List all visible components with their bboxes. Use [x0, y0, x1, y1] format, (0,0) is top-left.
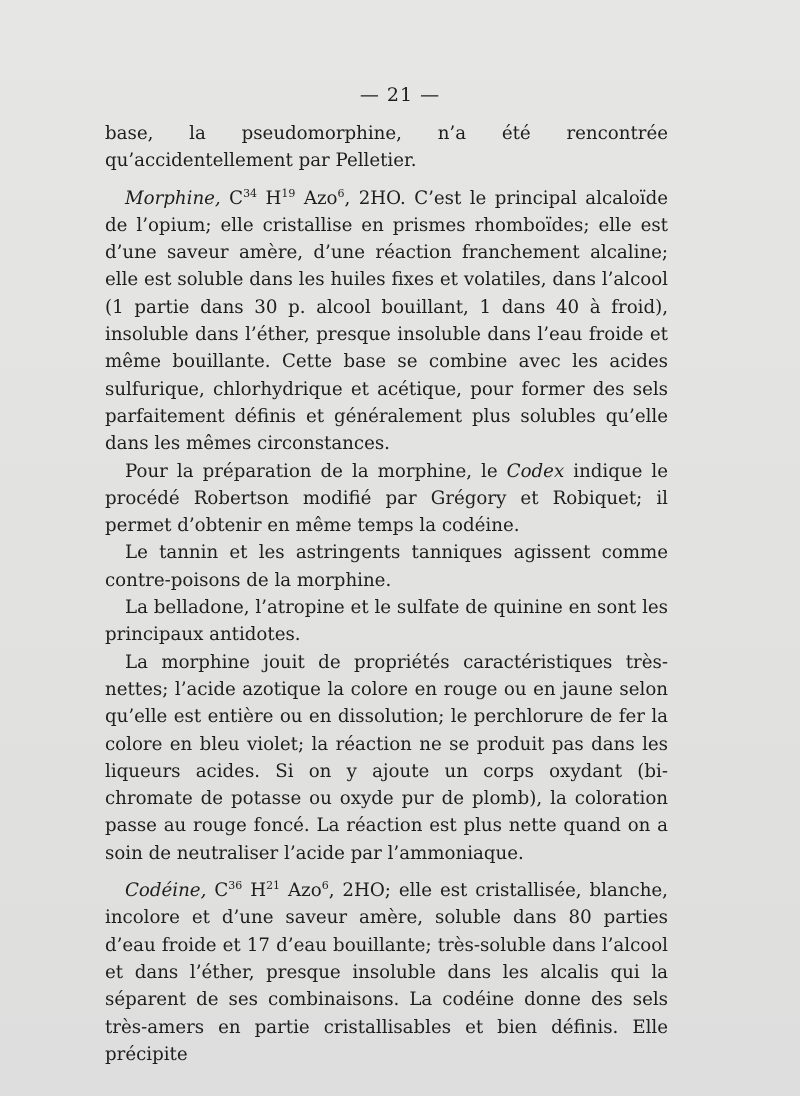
- formula-morphine: $C^{34}$ $H^{19}$ Azo$^6$, 2HO.: [229, 186, 406, 209]
- morphine-description: C’est le principal alcaloïde de l’opium; elle cristallise en prismes rhomboïdes; elle est d’une saveur amère, d’une réaction franchement alcaline; elle est soluble dans les huiles fixes et volatiles, dans l’alcool (1 partie dans 30 p. alcool bouillant, 1 dans 40 à froid), insoluble dans l’éther, presque insoluble dans l’eau froide et même bouillante. Cette base se combine avec les acides sulfurique, chlorhydrique et acétique, pour former des sels parfaitement définis et généralement plus solubles qu’elle dans les mêmes circonstances.: [105, 187, 668, 455]
- paragraph-tannin: Le tannin et les astringents tanniques agissent comme contre-poisons de la morphine.: [105, 542, 668, 591]
- paragraph-codeine: [105, 877, 668, 1068]
- paragraph-reactions: La morphine jouit de propriétés caractéristiques très-nettes; l’acide azotique la colore en rouge ou en jaune selon qu’elle est entière ou en dissolution; le perchlorure de fer la colore en bleu violet; la réaction ne se produit pas dans les liqueurs acides. Si on y ajoute un corps oxydant (bi-chromate de potasse ou oxyde pur de plomb), la coloration passe au rouge foncé. La réaction est plus nette quand on a soin de neutraliser l’acide par l’ammoniaque.: [105, 651, 668, 864]
- paragraph-pseudomorphine: base, la pseudomorphine, n’a été rencontrée qu’accidentellement par Pelletier.: [105, 123, 668, 172]
- codeine-description: elle est cristallisée, blanche, incolore et d’une saveur amère, soluble dans 80 parties d’eau froide et 17 d’eau bouillante; très-soluble dans l’alcool et dans l’éther, presque insoluble dans les alcalis qui la séparent de ses combinaisons. La codéine donne des sels très-amers en partie cristallisables et bien définis. Elle précipite: [105, 880, 668, 1065]
- paragraph-preparation: Pour la préparation de la morphine, le Codex indique le procédé Robertson modifié par Grégory et Robiquet; il permet d’obtenir en même temps la codéine.: [105, 460, 668, 537]
- body-text: [105, 120, 668, 1068]
- term-codeine: Codéine,: [125, 880, 207, 902]
- paragraph-antidotes: La belladone, l’atropine et le sulfate de quinine en sont les principaux antidotes.: [105, 597, 668, 646]
- paragraph-morphine: [105, 185, 668, 458]
- page-number: — 21 —: [359, 84, 441, 106]
- formula-codeine: $C^{36}$ $H^{21}$ Azo$^6$, 2HO;: [214, 879, 391, 902]
- codex-title: Codex: [506, 460, 565, 482]
- term-morphine: Morphine,: [125, 187, 221, 209]
